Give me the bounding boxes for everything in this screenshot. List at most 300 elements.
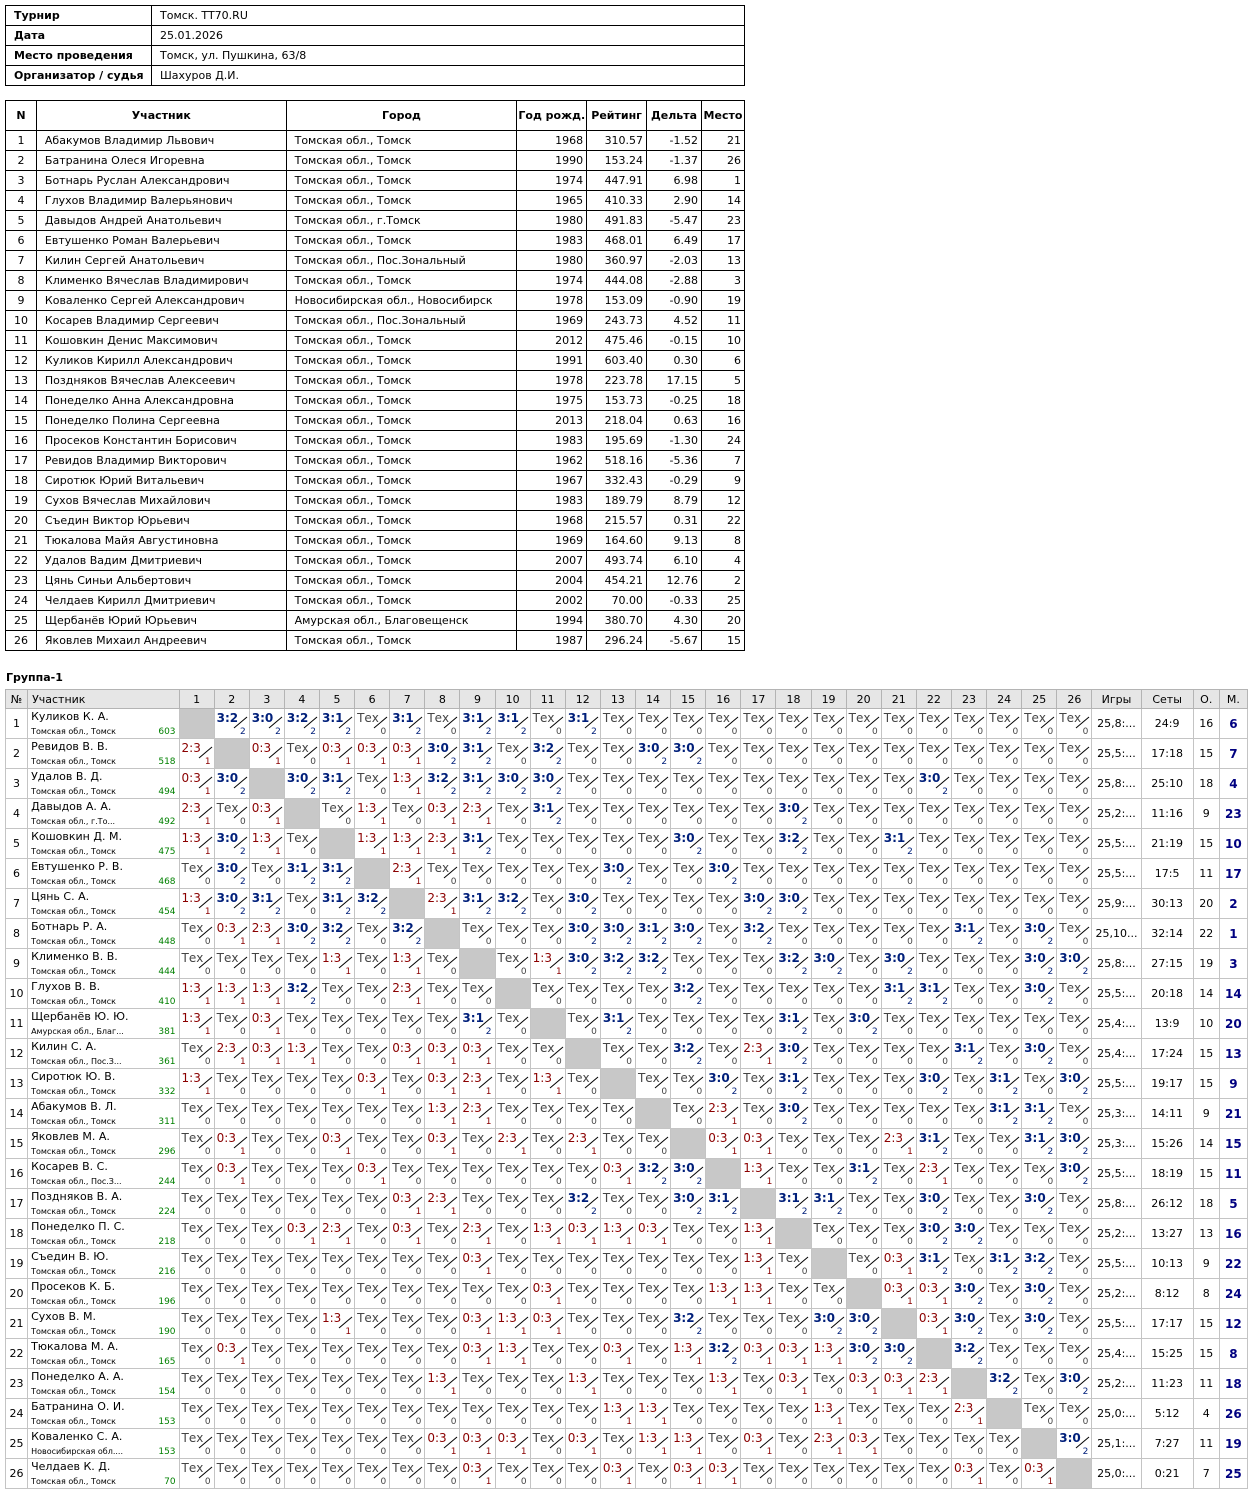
participant-cell: 17: [6, 451, 37, 471]
score-points: 0: [872, 877, 878, 887]
score-text: Тех: [1024, 741, 1046, 755]
cross-score-cell: [425, 889, 460, 919]
cross-score-cell: [635, 1399, 670, 1429]
cross-score-cell: [495, 739, 530, 769]
score-points: 0: [801, 937, 808, 947]
score-points: 2: [1082, 967, 1089, 977]
score-text: Тех: [637, 1281, 660, 1295]
score-points: 2: [1047, 1207, 1054, 1217]
score-points: 1: [240, 937, 246, 947]
score-text: 3:0: [567, 951, 590, 965]
score-points: 0: [977, 1447, 984, 1457]
cross-place: 10: [1219, 829, 1247, 859]
participant-cell: 1978: [517, 291, 587, 311]
cross-score-cell: [706, 1399, 741, 1429]
cross-score-cell: [179, 979, 214, 1009]
score-text: Тех: [1059, 1101, 1082, 1115]
participants-header-cell: Рейтинг: [587, 101, 647, 131]
cross-score-cell: [671, 919, 706, 949]
score-text: Тех: [427, 861, 450, 875]
score-points: 1: [907, 1297, 913, 1307]
cross-score-cell: [706, 1039, 741, 1069]
cross-participant-city: Томская обл., Томск: [31, 937, 116, 946]
cross-score-cell: [951, 1159, 986, 1189]
score-points: 0: [240, 1387, 246, 1397]
score-text: 3:1: [602, 1011, 625, 1025]
cross-score-cell: [495, 1429, 530, 1459]
score-points: 2: [872, 1177, 878, 1187]
cross-score-cell: [846, 919, 881, 949]
score-text: 1:3: [532, 951, 552, 965]
score-text: Тех: [357, 711, 379, 725]
cross-points: 11: [1193, 859, 1219, 889]
participant-cell: 18: [6, 471, 37, 491]
score-text: 0:3: [532, 1311, 552, 1325]
score-text: Тех: [778, 1431, 801, 1445]
cross-score-cell: [179, 1129, 214, 1159]
cross-participant: [28, 1279, 179, 1309]
score-text: 1:3: [181, 891, 201, 905]
cross-participant-city: Томская обл., Томск: [31, 877, 116, 886]
participant-cell: Томская обл., Томск: [286, 591, 517, 611]
cross-score-cell: [249, 1309, 284, 1339]
score-text: Тех: [708, 801, 731, 815]
score-text: Тех: [778, 1311, 801, 1325]
cross-score-cell: [425, 1459, 460, 1489]
score-text: Тех: [813, 891, 836, 905]
score-text: 3:1: [778, 1191, 800, 1205]
score-points: 2: [696, 1057, 703, 1067]
participant-cell: 21: [701, 131, 744, 151]
score-text: Тех: [392, 1461, 415, 1475]
score-points: 0: [310, 907, 316, 917]
score-text: 2:3: [567, 1131, 588, 1145]
score-points: 1: [661, 1417, 668, 1427]
score-points: 0: [345, 1297, 352, 1307]
score-text: 3:0: [1024, 921, 1046, 935]
score-points: 0: [240, 1447, 246, 1457]
cross-participant-name: Кошовкин Д. М.: [31, 830, 122, 843]
cross-score-cell: [1022, 829, 1057, 859]
cross-score-cell: [916, 739, 951, 769]
score-text: Тех: [567, 801, 590, 815]
participant-row: [6, 191, 745, 211]
score-text: Тех: [567, 831, 590, 845]
score-text: Тех: [813, 1131, 836, 1145]
score-text: Тех: [567, 981, 590, 995]
cross-participant: [28, 889, 179, 919]
score-text: Тех: [778, 711, 801, 725]
score-text: Тех: [813, 1221, 836, 1235]
score-text: Тех: [321, 1341, 344, 1355]
cross-score-cell: [319, 949, 354, 979]
score-text: Тех: [532, 891, 555, 905]
score-text: 0:3: [778, 1341, 798, 1355]
cross-score-cell: [249, 829, 284, 859]
score-points: 1: [626, 1477, 632, 1487]
cross-score-cell: [741, 1009, 776, 1039]
score-points: 0: [836, 997, 843, 1007]
participant-row: [6, 351, 745, 371]
cross-score-cell: [741, 1129, 776, 1159]
score-text: Тех: [497, 1281, 520, 1295]
cross-games: 25,0:...: [1092, 1399, 1141, 1429]
score-text: 3:1: [918, 981, 941, 995]
cross-score-cell: [635, 889, 670, 919]
score-points: 0: [275, 1327, 281, 1337]
score-text: Тех: [602, 741, 625, 755]
score-text: 0:3: [392, 741, 412, 755]
participant-cell: 1991: [517, 351, 587, 371]
score-text: 2:3: [743, 1041, 763, 1055]
score-points: 0: [1012, 1177, 1019, 1187]
score-text: 3:0: [1024, 951, 1046, 965]
score-text: Тех: [357, 921, 379, 935]
score-text: Тех: [567, 1461, 590, 1475]
cross-score-cell: [881, 1339, 916, 1369]
participant-cell: Томская обл., Томск: [286, 331, 517, 351]
score-points: 0: [942, 967, 948, 977]
participant-cell: Щербанёв Юрий Юрьевич: [36, 611, 286, 631]
score-text: 3:0: [216, 771, 239, 785]
cross-header-opponent: 4: [284, 690, 319, 709]
score-points: 0: [345, 1027, 352, 1037]
score-points: 2: [310, 877, 316, 887]
cross-score-cell: [179, 1039, 214, 1069]
cross-sets: 30:13: [1141, 889, 1193, 919]
score-text: Тех: [813, 831, 836, 845]
cross-score-cell: [319, 1459, 354, 1489]
cross-games: 25,8:...: [1092, 949, 1141, 979]
score-text: 3:0: [918, 1221, 941, 1235]
cross-score-cell: [1057, 1429, 1092, 1459]
participant-cell: -2.88: [647, 271, 702, 291]
score-text: 1:3: [743, 1251, 763, 1265]
cross-points: 15: [1193, 739, 1219, 769]
score-points: 0: [1047, 1027, 1054, 1037]
cross-row-index: 24: [6, 1399, 28, 1429]
participant-cell: Коваленко Сергей Александрович: [36, 291, 286, 311]
score-text: Тех: [989, 1341, 1011, 1355]
cross-score-cell: [1022, 739, 1057, 769]
score-text: Тех: [286, 891, 309, 905]
cross-score-cell: [706, 949, 741, 979]
score-points: 0: [275, 967, 281, 977]
cross-points: 15: [1193, 1159, 1219, 1189]
score-text: Тех: [497, 951, 520, 965]
score-text: Тех: [1024, 771, 1046, 785]
score-text: 3:0: [1059, 1131, 1081, 1145]
score-points: 1: [907, 1387, 913, 1397]
score-text: Тех: [181, 1251, 204, 1265]
score-points: 0: [766, 997, 773, 1007]
score-text: Тех: [813, 1011, 836, 1025]
score-text: 2:3: [216, 1041, 236, 1055]
score-text: Тех: [602, 771, 625, 785]
cross-score-cell: [1057, 889, 1092, 919]
score-text: Тех: [989, 801, 1011, 815]
score-points: 1: [415, 1237, 422, 1247]
cross-row: [6, 769, 1248, 799]
score-points: 2: [907, 847, 913, 857]
cross-score-cell: [916, 799, 951, 829]
cross-score-cell: [600, 1339, 635, 1369]
score-text: Тех: [708, 1041, 731, 1055]
score-points: 0: [520, 1117, 527, 1127]
cross-score-cell: [776, 1309, 811, 1339]
cross-participant: [28, 1459, 179, 1489]
score-points: 0: [345, 1057, 352, 1067]
score-text: 1:3: [743, 1161, 763, 1175]
score-points: 0: [696, 1297, 703, 1307]
score-points: 0: [520, 967, 527, 977]
score-points: 0: [696, 1117, 703, 1127]
participant-cell: Ревидов Владимир Викторович: [36, 451, 286, 471]
cross-score-cell: [425, 1159, 460, 1189]
participant-cell: 25: [701, 591, 744, 611]
cross-participant-city: Томская обл., Томск: [31, 907, 116, 916]
score-text: Тех: [251, 1401, 274, 1415]
participant-cell: 13: [6, 371, 37, 391]
cross-sets: 7:27: [1141, 1429, 1193, 1459]
score-points: 0: [415, 1297, 422, 1307]
score-text: Тех: [883, 861, 906, 875]
cross-score-cell: [425, 1129, 460, 1159]
cross-score-cell: [846, 1009, 881, 1039]
participant-cell: 454.21: [587, 571, 647, 591]
score-points: 1: [450, 1147, 457, 1157]
cross-score-cell: [811, 1309, 846, 1339]
cross-participant-name: Челдаев К. Д.: [31, 1460, 111, 1473]
score-text: Тех: [953, 951, 976, 965]
score-text: Тех: [883, 1161, 906, 1175]
participant-cell: Ботнарь Руслан Александрович: [36, 171, 286, 191]
cross-score-cell: [600, 889, 635, 919]
cross-score-cell: [951, 1249, 986, 1279]
cross-score-cell: [741, 1039, 776, 1069]
score-text: Тех: [602, 831, 625, 845]
score-points: 0: [661, 727, 668, 737]
score-points: 2: [485, 847, 492, 857]
cross-score-cell: [776, 1189, 811, 1219]
cross-header-no: №: [6, 690, 28, 709]
score-points: 2: [661, 967, 668, 977]
cross-participant-rating: 244: [158, 1177, 176, 1187]
participant-cell: 1974: [517, 271, 587, 291]
score-points: 0: [556, 877, 562, 887]
cross-score-cell: [1022, 1279, 1057, 1309]
score-points: 2: [801, 1207, 808, 1217]
score-text: Тех: [989, 891, 1011, 905]
score-text: 3:2: [216, 711, 239, 725]
score-points: 0: [556, 1267, 562, 1277]
score-points: 0: [204, 937, 211, 947]
cross-score-cell: [284, 1279, 319, 1309]
score-text: Тех: [1059, 1041, 1082, 1055]
score-points: 0: [591, 1477, 597, 1487]
score-points: 0: [626, 727, 632, 737]
cross-score-cell: [671, 709, 706, 739]
cross-score-cell: [671, 1219, 706, 1249]
participant-cell: 1983: [517, 491, 587, 511]
cross-score-cell: [1022, 1309, 1057, 1339]
score-points: 0: [310, 1027, 316, 1037]
score-text: Тех: [497, 861, 520, 875]
score-text: 3:1: [321, 771, 344, 785]
score-text: Тех: [427, 1341, 450, 1355]
score-points: 0: [345, 1387, 352, 1397]
score-points: 0: [1012, 1057, 1019, 1067]
cross-score-cell: [460, 1009, 495, 1039]
score-points: 0: [661, 787, 668, 797]
score-text: Тех: [497, 1221, 520, 1235]
cross-score-cell: [846, 829, 881, 859]
score-text: 1:3: [427, 1101, 447, 1115]
cross-score-cell: [495, 1009, 530, 1039]
cross-row: [6, 709, 1248, 739]
score-points: 0: [1047, 847, 1054, 857]
score-text: 3:1: [918, 1131, 941, 1145]
score-text: 3:0: [286, 921, 309, 935]
score-points: 0: [801, 757, 808, 767]
participant-cell: Томская обл., г.Томск: [286, 211, 517, 231]
cross-score-cell: [425, 799, 460, 829]
score-points: 0: [661, 1087, 668, 1097]
score-text: Тех: [637, 981, 660, 995]
participant-cell: 1: [701, 171, 744, 191]
score-points: 0: [380, 1237, 387, 1247]
cross-sets: 13:9: [1141, 1009, 1193, 1039]
score-points: 0: [1012, 727, 1019, 737]
cross-score-cell: [811, 1159, 846, 1189]
cross-participant-city: Томская обл., Томск: [31, 1117, 116, 1126]
participant-cell: 23: [6, 571, 37, 591]
score-text: 2:3: [427, 1191, 447, 1205]
score-text: 1:3: [532, 1071, 552, 1085]
cross-score-cell: [671, 1429, 706, 1459]
cross-score-cell: [706, 1459, 741, 1489]
cross-participant: [28, 1249, 179, 1279]
cross-score-cell: [600, 1429, 635, 1459]
cross-score-cell: [846, 1189, 881, 1219]
score-text: Тех: [673, 1071, 695, 1085]
cross-participant-rating: 332: [158, 1087, 176, 1097]
score-text: Тех: [1024, 891, 1046, 905]
score-text: Тех: [497, 1161, 520, 1175]
score-text: Тех: [427, 1401, 450, 1415]
info-row: [6, 6, 745, 26]
score-text: 3:0: [848, 1311, 871, 1325]
score-text: 3:1: [953, 1041, 976, 1055]
score-text: 0:3: [427, 1131, 447, 1145]
cross-header-opponent: 26: [1057, 690, 1092, 709]
score-text: Тех: [1059, 741, 1082, 755]
score-text: 3:1: [321, 861, 344, 875]
cross-score-cell: [987, 1279, 1022, 1309]
cross-score-cell: [495, 1099, 530, 1129]
cross-score-cell: [565, 1279, 600, 1309]
participants-header-cell: Место: [701, 101, 744, 131]
score-points: 2: [1047, 1327, 1054, 1337]
participant-cell: 153.24: [587, 151, 647, 171]
score-points: 0: [731, 1027, 738, 1037]
cross-score-cell: [600, 1309, 635, 1339]
score-text: 1:3: [181, 1011, 201, 1025]
score-points: 1: [380, 1177, 387, 1187]
score-text: Тех: [602, 1041, 625, 1055]
score-text: Тех: [637, 1461, 660, 1475]
score-points: 0: [977, 1267, 984, 1277]
score-points: 2: [801, 847, 808, 857]
participant-cell: Понеделко Анна Александровна: [36, 391, 286, 411]
cross-score-cell: [565, 1099, 600, 1129]
cross-score-cell: [1022, 1099, 1057, 1129]
cross-header-opponent: 17: [741, 690, 776, 709]
score-text: Тех: [813, 771, 836, 785]
score-text: Тех: [532, 1341, 555, 1355]
score-text: 1:3: [181, 1071, 201, 1085]
cross-row-index: 25: [6, 1429, 28, 1459]
score-points: 0: [556, 1147, 562, 1157]
score-text: Тех: [1059, 1281, 1082, 1295]
participant-cell: 13: [701, 251, 744, 271]
score-text: Тех: [953, 1431, 976, 1445]
cross-header-sets: Сеты: [1141, 690, 1193, 709]
participant-row: [6, 431, 745, 451]
score-text: Тех: [216, 1461, 239, 1475]
cross-points: 8: [1193, 1279, 1219, 1309]
participant-cell: 70.00: [587, 591, 647, 611]
score-points: 0: [204, 1267, 211, 1277]
cross-score-cell: [319, 1369, 354, 1399]
score-points: 0: [310, 1117, 316, 1127]
score-text: Тех: [392, 1371, 415, 1385]
participant-cell: Сухов Вячеслав Михайлович: [36, 491, 286, 511]
score-text: 1:3: [286, 1041, 307, 1055]
cross-score-cell: [355, 979, 390, 1009]
score-points: 1: [766, 1147, 773, 1157]
score-points: 0: [1012, 1027, 1019, 1037]
score-text: Тех: [602, 711, 625, 725]
participant-cell: Яковлев Михаил Андреевич: [36, 631, 286, 651]
score-text: Тех: [181, 861, 204, 875]
cross-diagonal-cell: [811, 1249, 846, 1279]
score-text: 3:1: [989, 1101, 1011, 1115]
cross-row-index: 26: [6, 1459, 28, 1489]
score-points: 0: [345, 1357, 352, 1367]
score-points: 0: [204, 1117, 211, 1127]
cross-score-cell: [460, 1129, 495, 1159]
score-points: 0: [661, 1267, 668, 1277]
score-text: 3:1: [883, 831, 906, 845]
cross-score-cell: [811, 1099, 846, 1129]
score-text: 1:3: [251, 831, 272, 845]
score-points: 2: [731, 1087, 738, 1097]
cross-score-cell: [987, 1039, 1022, 1069]
cross-score-cell: [179, 889, 214, 919]
score-text: 0:3: [497, 1431, 517, 1445]
score-text: 3:2: [321, 921, 344, 935]
score-text: 3:2: [778, 831, 800, 845]
cross-score-cell: [425, 1339, 460, 1369]
participant-cell: -5.67: [647, 631, 702, 651]
cross-score-cell: [530, 1369, 565, 1399]
participant-cell: Томская обл., Пос.Зональный: [286, 251, 517, 271]
cross-score-cell: [741, 979, 776, 1009]
score-points: 0: [1012, 757, 1019, 767]
participant-cell: 3: [6, 171, 37, 191]
cross-score-cell: [776, 829, 811, 859]
